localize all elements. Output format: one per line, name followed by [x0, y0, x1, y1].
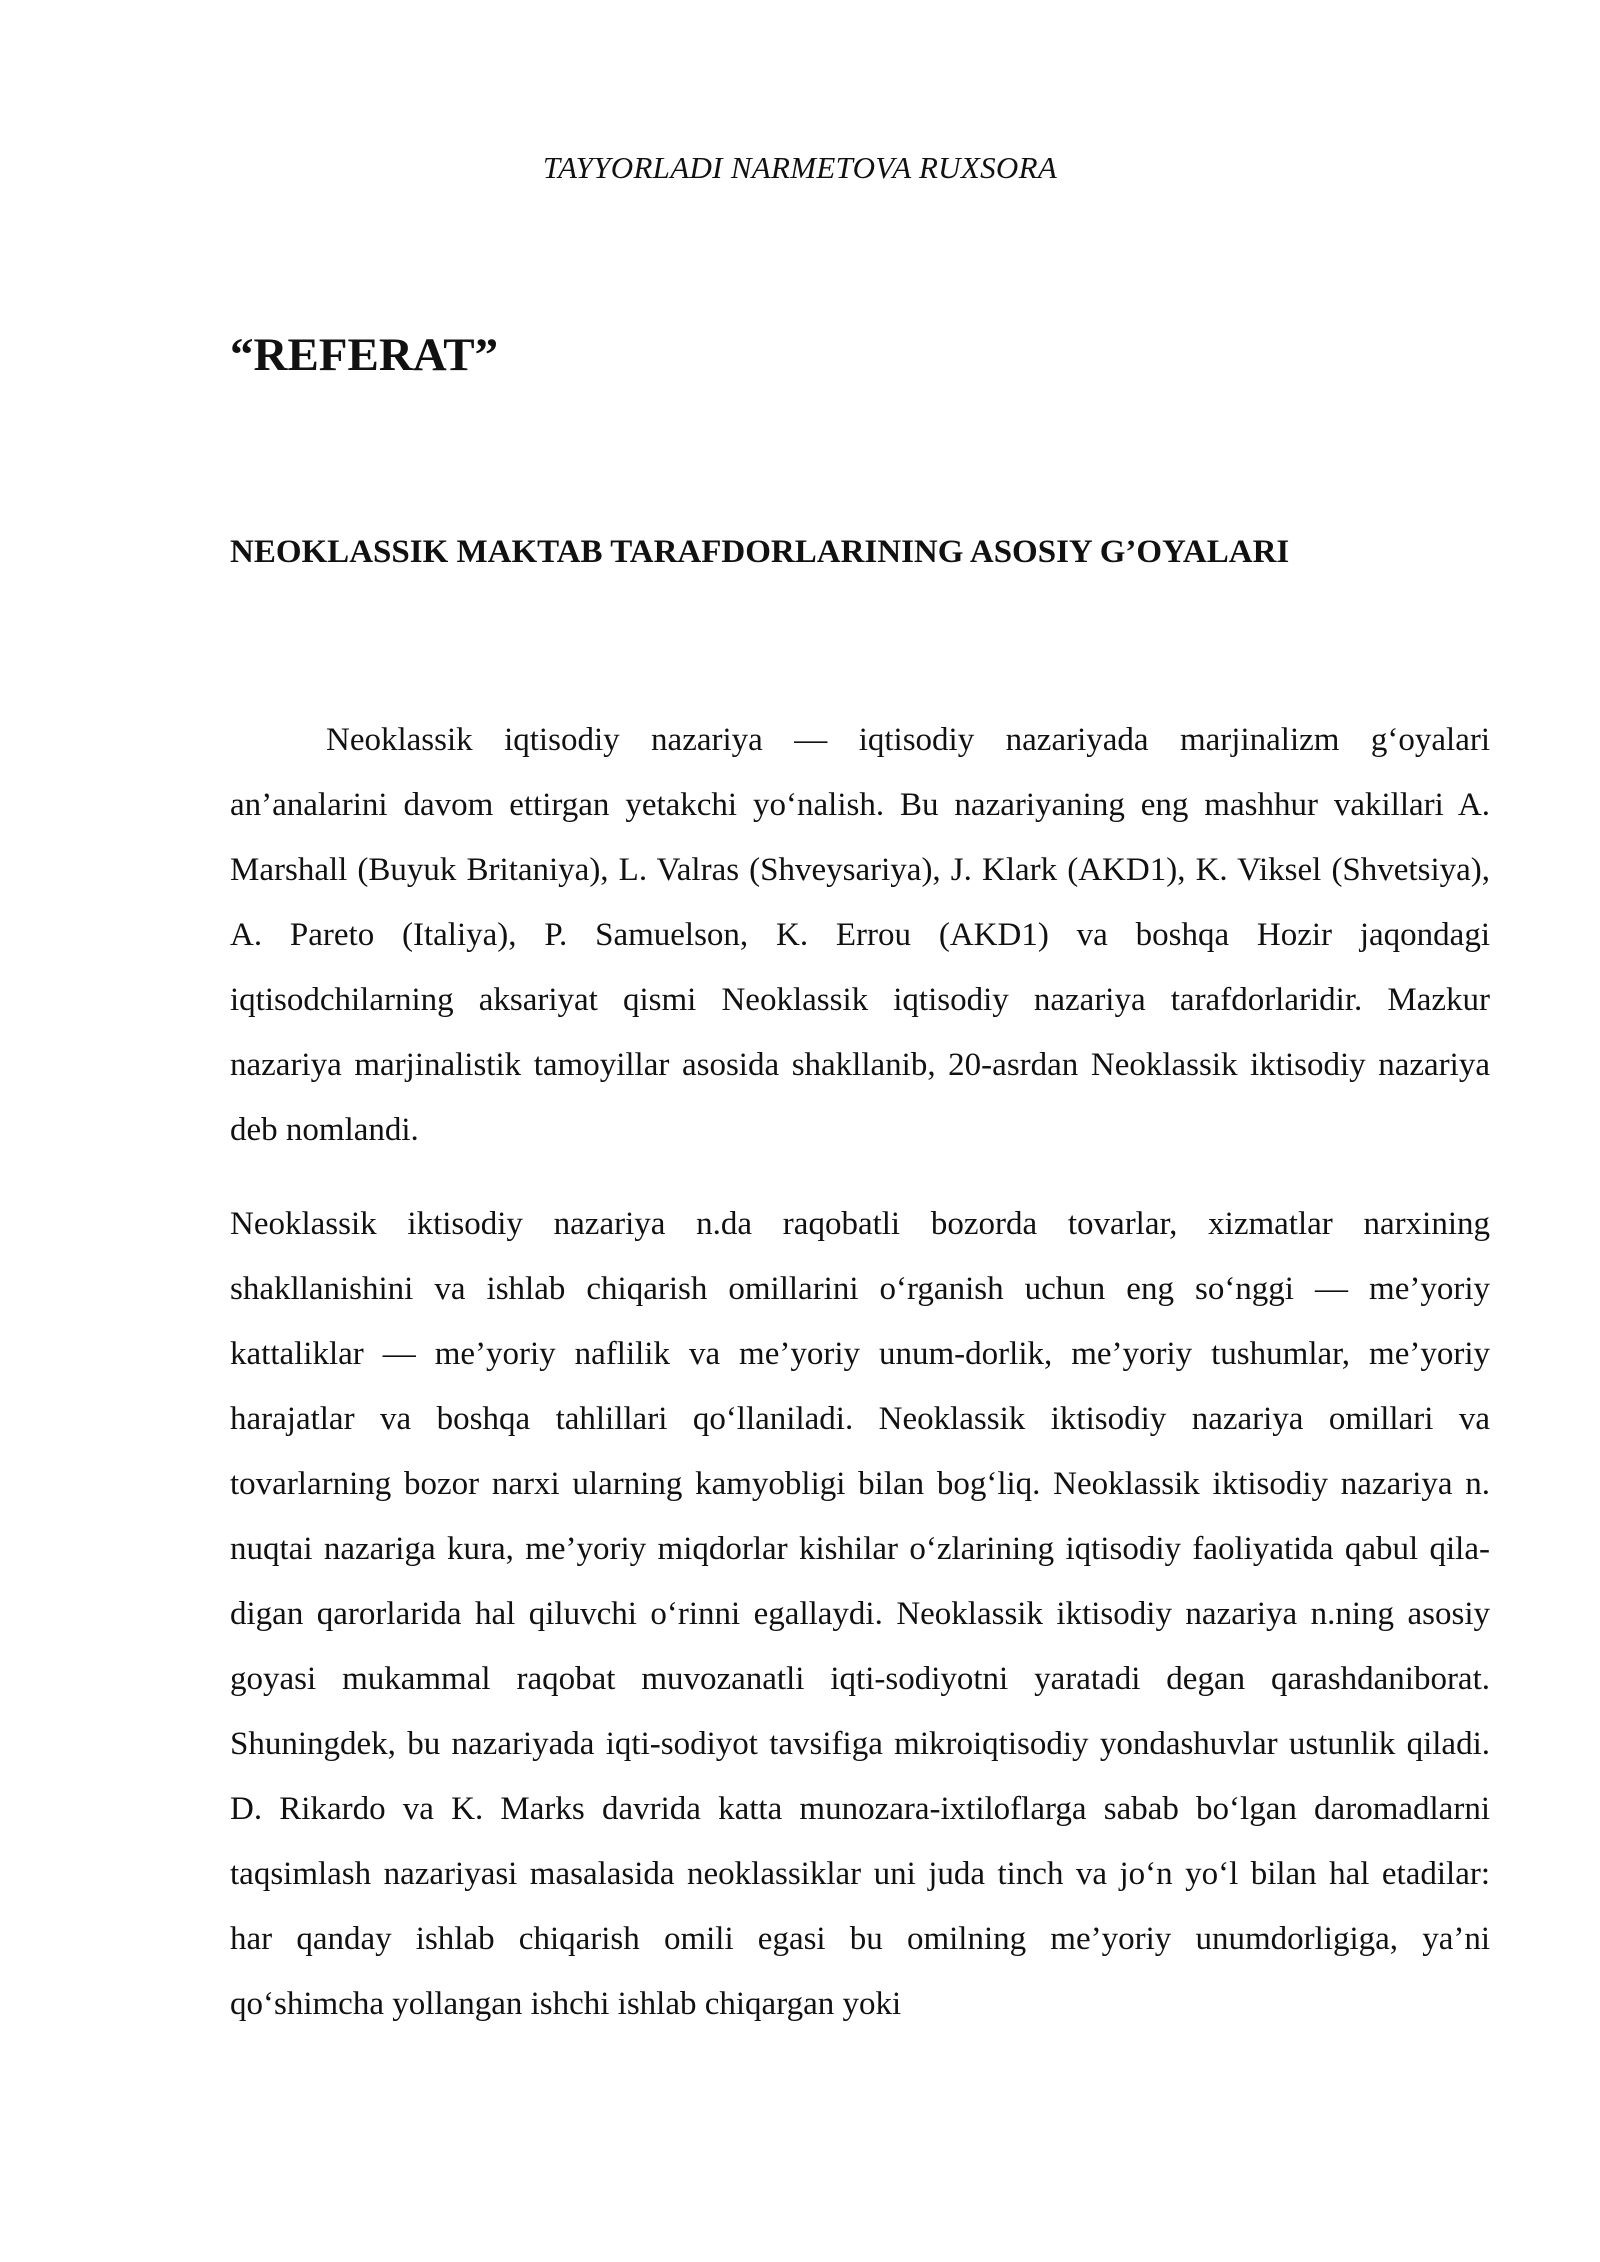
body-paragraph: Neoklassik iqtisodiy nazariya — iqtisodiy nazariyada marjinalizm g‘oyalari an’analarini davom ettirgan yetakchi yo‘nalish. Bu nazariyaning eng mashhur vakillari A. Marshall (Buyuk Britaniya), L. Valras (Shveysariya), J. Klark (AKD1), K. Viksel (Shvetsiya), A. Pareto (Italiya), P. Samuelson, K. Errou (AKD1) va boshqa Hozir jaqondagi iqtisodchilarning aksariyat qismi Neoklassik iqtisodiy nazariya tarafdorlaridir. Mazkur nazariya marjinalistik tamoyillar asosida shakllanib, 20-asrdan Neoklassik iktisodiy nazariya deb nomlandi.: [230, 722, 1490, 1148]
author-line: TAYYORLADI NARMETOVA RUXSORA: [542, 150, 1058, 185]
body-paragraph: Neoklassik iktisodiy nazariya n.da raqobatli bozorda tovarlar, xizmatlar narxining shakllanishini va ishlab chiqarish omillarini o‘rganish uchun eng so‘nggi — me’yoriy kattaliklar — me’yoriy naflilik va me’yoriy unum-dorlik, me’yoriy tushumlar, me’yoriy harajatlar va boshqa tahlillari qo‘llaniladi. Neoklassik iktisodiy nazariya omillari va tovarlarning bozor narxi ularning kamyobligi bilan bog‘liq. Neoklassik iktisodiy nazariya n. nuqtai nazariga kura, me’yoriy miqdorlar kishilar o‘zlarining iqtisodiy faoliyatida qabul qila-digan qarorlarida hal qiluvchi o‘rinni egallaydi. Neoklassik iktisodiy nazariya n.ning asosiy goyasi mukammal raqobat muvozanatli iqti-sodiyotni yaratadi degan qarashdaniborat. Shuningdek, bu nazariyada iqti-sodiyot tavsifiga mikroiqtisodiy yondashuvlar ustunlik qiladi. D. Rikardo va K. Marks davrida katta munozara-ixtiloflarga sabab bo‘lgan daromadlarni taqsimlash nazariyasi masalasida neoklassiklar uni juda tinch va jo‘n yo‘l bilan hal etadilar: har qanday ishlab chiqarish omili egasi bu omilning me’yoriy unumdorligiga, ya’ni qo‘shimcha yollangan ishchi ishlab chiqargan yoki: [230, 1206, 1490, 2022]
document-title: “REFERAT”: [230, 329, 499, 381]
document-subtitle: NEOKLASSIK MAKTAB TARAFDORLARINING ASOSIY G’OYALARI: [230, 534, 1290, 570]
